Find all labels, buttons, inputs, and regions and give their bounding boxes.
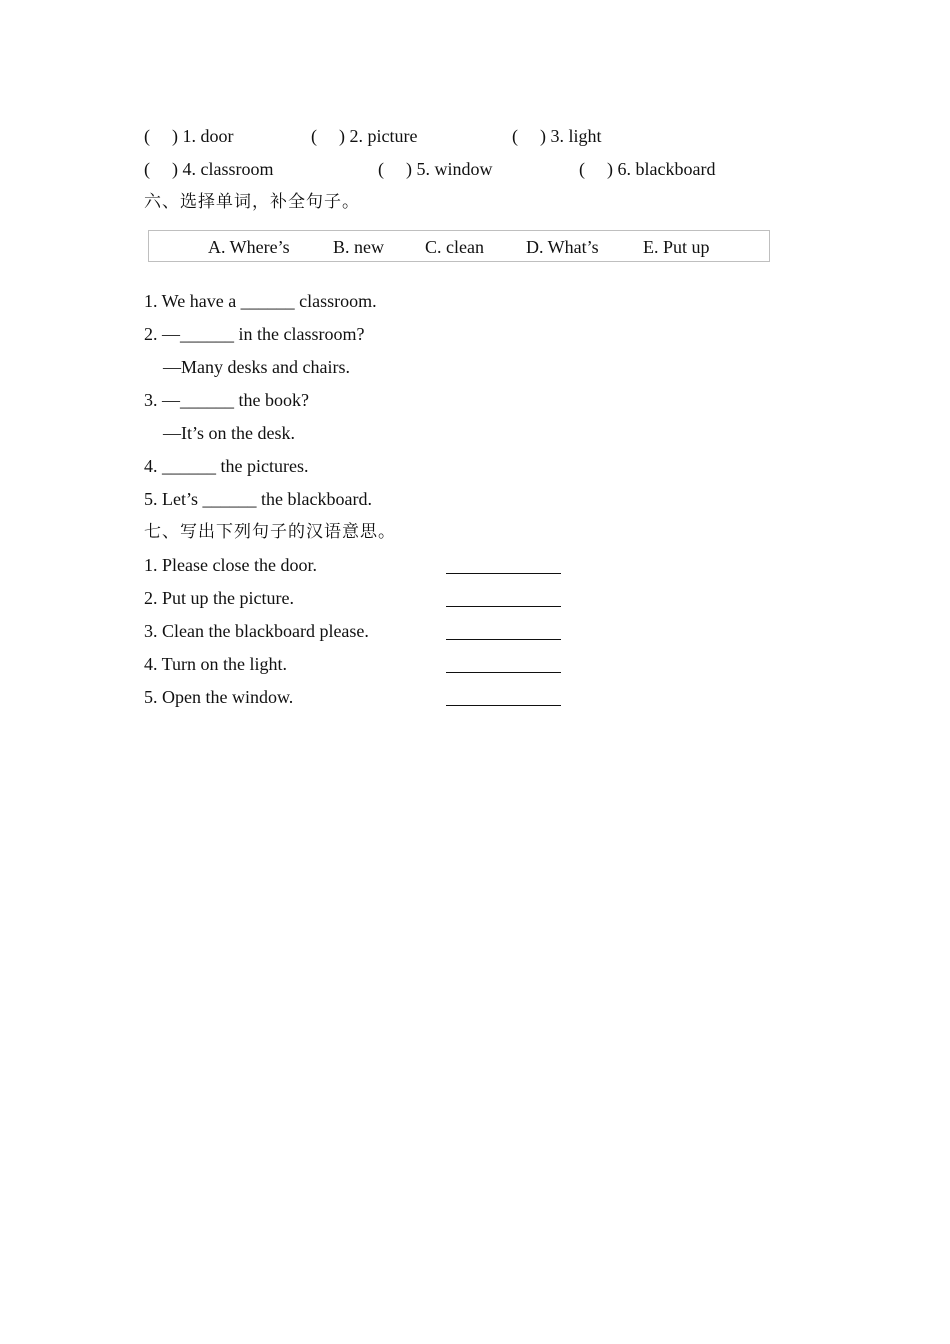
fill-sentence-2: 2. —______ in the classroom? xyxy=(144,324,365,344)
fill-sentence-2-reply: —Many desks and chairs. xyxy=(163,357,350,377)
translate-sentence-3: 3. Clean the blackboard please. xyxy=(144,621,369,641)
fill-sentence-3: 3. —______ the book? xyxy=(144,390,309,410)
match-item-3 xyxy=(512,124,602,148)
match-row-1 xyxy=(144,124,704,148)
match-word: 1. door xyxy=(182,126,234,146)
match-word: 3. light xyxy=(550,126,602,146)
translation-answer-line-1[interactable] xyxy=(446,573,561,574)
section-7-heading: 七、写出下列句子的汉语意思。 xyxy=(144,522,396,542)
match-word: 6. blackboard xyxy=(617,159,716,179)
word-option-c: C. clean xyxy=(425,237,484,257)
translation-answer-line-2[interactable] xyxy=(446,606,561,607)
translate-sentence-4: 4. Turn on the light. xyxy=(144,654,288,674)
answer-paren-open[interactable]: ( xyxy=(144,159,150,179)
match-word: 5. window xyxy=(416,159,493,179)
answer-paren-close: ) xyxy=(607,159,613,179)
word-option-d: D. What’s xyxy=(526,237,599,257)
translate-sentence-1: 1. Please close the door. xyxy=(144,555,317,575)
answer-paren-open[interactable]: ( xyxy=(512,126,518,146)
match-row-2 xyxy=(144,157,784,181)
answer-paren-close: ) xyxy=(540,126,546,146)
answer-paren-close: ) xyxy=(406,159,412,179)
answer-paren-close: ) xyxy=(339,126,345,146)
answer-paren-open[interactable]: ( xyxy=(378,159,384,179)
translate-sentence-2: 2. Put up the picture. xyxy=(144,588,294,608)
word-option-e: E. Put up xyxy=(643,237,710,257)
translation-answer-line-3[interactable] xyxy=(446,639,561,640)
word-option-a: A. Where’s xyxy=(208,237,290,257)
answer-paren-open[interactable]: ( xyxy=(144,126,150,146)
word-option-b: B. new xyxy=(333,237,384,257)
fill-sentence-4: 4. ______ the pictures. xyxy=(144,456,309,476)
translation-answer-line-5[interactable] xyxy=(446,705,561,706)
fill-sentence-1: 1. We have a ______ classroom. xyxy=(144,291,377,311)
match-word: 2. picture xyxy=(349,126,418,146)
answer-paren-open[interactable]: ( xyxy=(579,159,585,179)
match-item-5 xyxy=(378,157,493,181)
translation-answer-line-4[interactable] xyxy=(446,672,561,673)
match-item-6 xyxy=(579,157,715,181)
match-item-1 xyxy=(144,124,234,148)
match-item-4 xyxy=(144,157,273,181)
fill-sentence-5: 5. Let’s ______ the blackboard. xyxy=(144,489,372,509)
answer-paren-open[interactable]: ( xyxy=(311,126,317,146)
match-item-2 xyxy=(311,124,417,148)
word-bank-box xyxy=(148,230,770,262)
match-word: 4. classroom xyxy=(182,159,274,179)
answer-paren-close: ) xyxy=(172,159,178,179)
translate-sentence-5: 5. Open the window. xyxy=(144,687,294,707)
answer-paren-close: ) xyxy=(172,126,178,146)
fill-sentence-3-reply: —It’s on the desk. xyxy=(163,423,295,443)
section-6-heading: 六、选择单词，补全句子。 xyxy=(144,192,360,212)
